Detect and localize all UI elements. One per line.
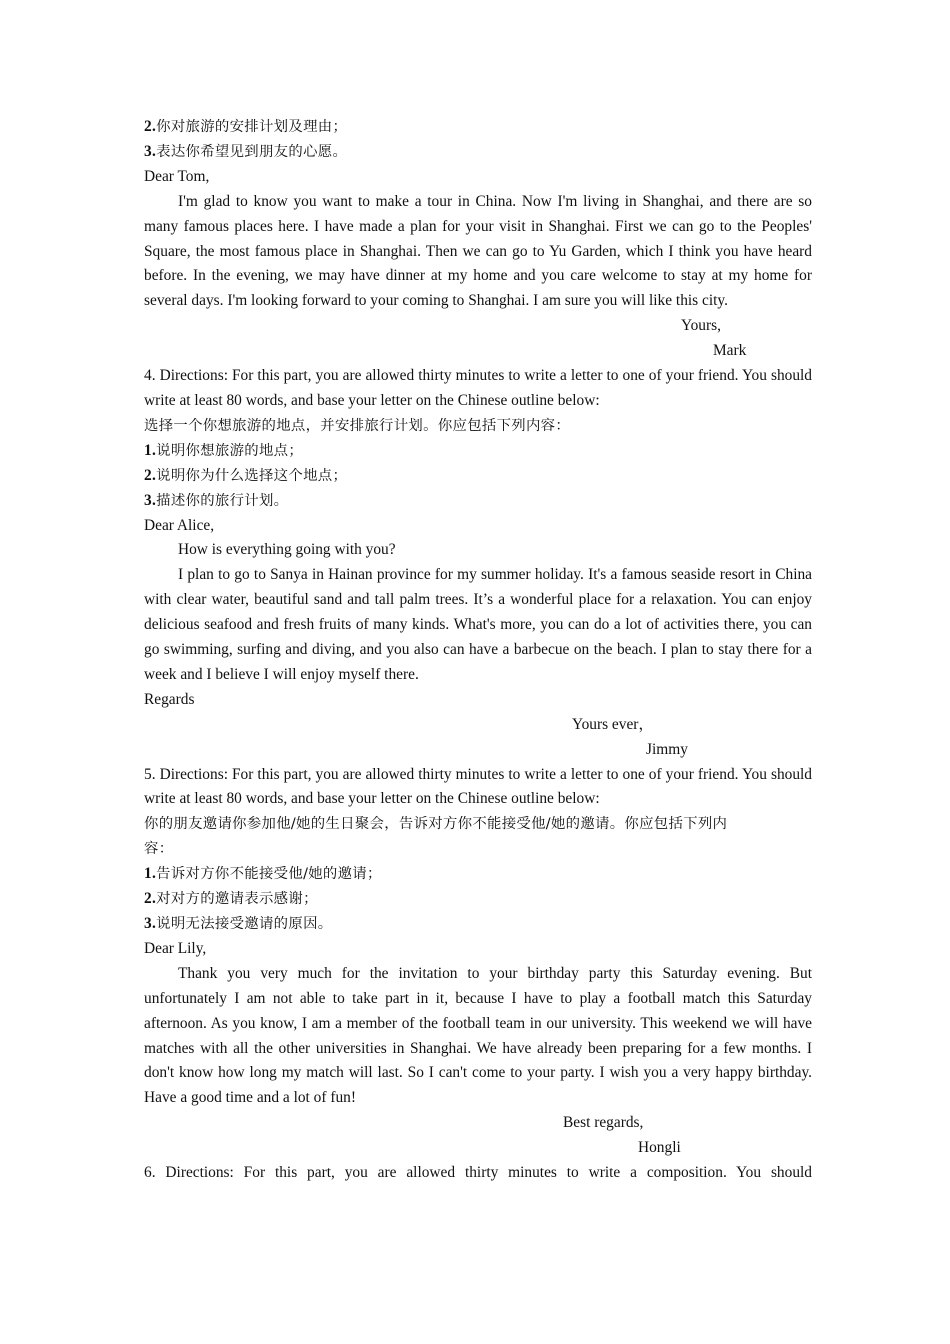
outline-item: 1.告诉对方你不能接受他/她的邀请； <box>144 865 382 883</box>
letter-body: I'm glad to know you want to make a tour in China. Now I'm living in Shanghai, and there are so many famous places here. I have made a plan for your visit in Shanghai. First we can go to the Peoples' Square, the most famous place in Shanghai. Then we can go to Yu Garden, which I think you have heard before. In the evening, we may have dinner at my home and you care welcome to stay at my home for several days. I'm looking forward to your coming to Shanghai. I am sure you will like this city. <box>144 192 812 310</box>
outline-intro: 选择一个你想旅游的地点，并安排旅行计划。你应包括下列内容： <box>144 417 571 434</box>
letter-body: Thank you very much for the invitation to your birthday party this Saturday evening. But unfortunately I am not able to take part in it, because I have to play a football match this Saturday afternoon. As you know, I am a member of the football team in our university. This weekend we will have matches with all the other universities in Shanghai. We have already been preparing for a few months. I don't know how long my match will last. So I can't come to your party. I wish you a very happy birthday. Have a good time and a lot of fun! <box>144 964 812 1107</box>
task-directions: 4. Directions: For this part, you are allowed thirty minutes to write a letter to one of your friend. You should write at least 80 words, and base your letter on the Chinese outline below: <box>144 367 812 409</box>
letter-signature: Mark <box>713 342 747 360</box>
letter-greeting: Dear Tom, <box>144 167 210 185</box>
letter-greeting: Dear Alice, <box>144 516 215 534</box>
letter-regards: Regards <box>144 690 195 708</box>
letter-signature: Hongli <box>638 1139 681 1157</box>
outline-item: 3.描述你的旅行计划。 <box>144 491 289 509</box>
outline-item: 3.说明无法接受邀请的原因。 <box>144 915 333 932</box>
outline-intro-continued: 容： <box>144 841 174 858</box>
letter-greeting: Dear Lily, <box>144 939 207 957</box>
letter-closing: Yours ever， <box>572 715 654 733</box>
outline-item: 2.说明你为什么选择这个地点； <box>144 466 348 484</box>
task-directions: 5. Directions: For this part, you are allowed thirty minutes to write a letter to one of your friend. You should write at least 80 words, and base your letter on the Chinese outline below: <box>144 765 812 808</box>
outline-item: 3.表达你希望见到朋友的心愿。 <box>144 142 348 160</box>
letter-signature: Jimmy <box>646 740 688 758</box>
letter-opening: How is everything going with you? <box>178 541 396 559</box>
letter-body: I plan to go to Sanya in Hainan province for my summer holiday. It's a famous seaside resort in China with clear water, beautiful sand and tall palm trees. It’s a wonderful place for a relaxation. You can enjoy delicious seafood and fresh fruits of many kinds. What's more, you can do a lot of activities there, you can go swimming, surfing and diving, and you also can have a barbecue on the beach. I plan to stay there for a week and I believe I will enjoy myself there. <box>144 566 812 683</box>
document-page <box>144 115 812 1186</box>
task-directions: 6. Directions: For this part, you are allowed thirty minutes to write a composition. You should <box>144 1164 812 1182</box>
outline-intro: 你的朋友邀请你参加他/她的生日聚会，告诉对方你不能接受他/她的邀请。你应包括下列内 <box>144 816 728 833</box>
outline-item: 1.说明你想旅游的地点； <box>144 441 304 459</box>
letter-closing: Yours, <box>681 317 721 335</box>
outline-item: 2.对对方的邀请表示感谢； <box>144 890 318 908</box>
letter-closing: Best regards, <box>563 1114 644 1132</box>
outline-item: 2.你对旅游的安排计划及理由； <box>144 118 348 135</box>
